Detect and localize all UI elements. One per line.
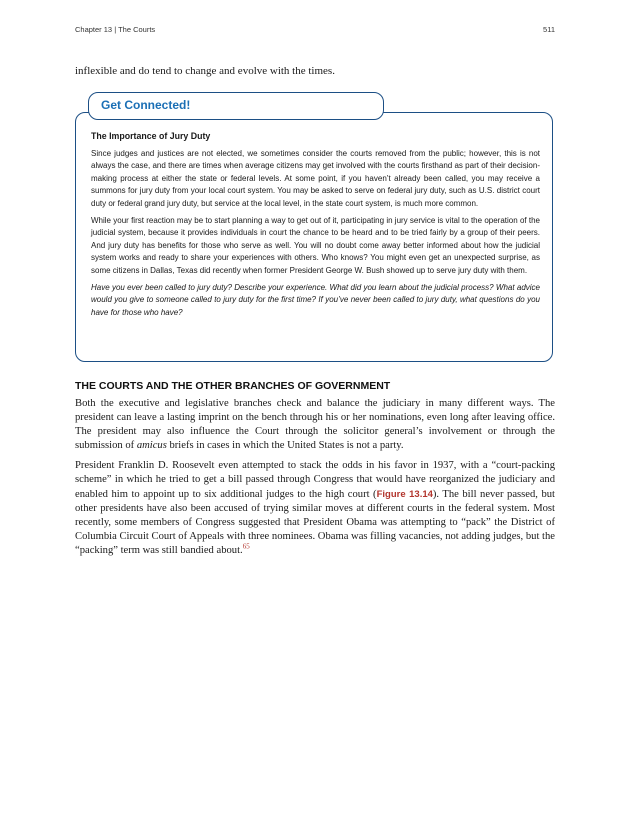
- figure-reference-link[interactable]: Figure 13.14: [376, 488, 433, 500]
- running-header-chapter: Chapter 13 | The Courts: [75, 25, 156, 34]
- amicus-term: amicus: [136, 440, 167, 452]
- section-body: [75, 397, 555, 564]
- feature-box-paragraph-1: Since judges and justices are not elected, we sometimes consider the courts removed from the public; however, this is not always the case, and there are times when average citizens may get involved with the courts firsthand as part of their decision-making process at either the state or federal levels. At some point, if you haven’t already been called, you may receive a summons for jury duty from your local court system. You may be asked to serve on federal jury duty, such as U.S. district court duty or federal grand jury duty, but service at the local level, in the state court system, is much more common.: [91, 148, 540, 208]
- paragraph-1-text-end: briefs in cases in which the United States is not a party.: [166, 440, 404, 452]
- feature-box-questions: Have you ever been called to jury duty? Describe your experience. What did you learn about the judicial process? What advice would you give to someone called to jury duty for the first time? If you’ve never been called to jury duty, what questions do you have for those who have?: [91, 282, 540, 317]
- section-paragraph-2: [75, 459, 555, 558]
- section-heading: THE COURTS AND THE OTHER BRANCHES OF GOVERNMENT: [75, 380, 391, 392]
- feature-box-tab: [88, 92, 384, 120]
- intro-line: inflexible and do tend to change and evolve with the times.: [75, 65, 335, 77]
- feature-box-paragraph-2: While your first reaction may be to start planning a way to get out of it, participating in jury service is vital to the operation of the judicial system, because it provides individuals in court the chance to be heard and to be tried fairly by a group of their peers. And jury duty has benefits for those who serve as well. You will no doubt come away better informed about how the judicial system works and ready to share your experiences with others. Who knows? You might even get an unexpected surprise, as some citizens in Dallas, Texas did recently when former President George W. Bush showed up to serve jury duty with them.: [91, 215, 540, 275]
- section-paragraph-1: [75, 397, 555, 453]
- paragraph-2-text-end: ). The bill never passed, but other presidents have also been accused of trying similar moves at different courts in the federal system. Most recently, some members of Congress suggested that President Obama was attempting to “pack” the District of Columbia Circuit Court of Appeals with three nominees. Obama was filling vacancies, not adding judges, but the “packing” term was still bandied about.: [75, 488, 555, 556]
- feature-box-title: Get Connected!: [101, 98, 191, 112]
- feature-box-heading: The Importance of Jury Duty: [91, 131, 211, 141]
- paragraph-2-text: President Franklin D. Roosevelt even attempted to stack the odds in his favor in 1937, with a “court-packing scheme” in which he tried to get a bill passed through Congress that would have reorganized the judiciary and enabled him to appoint up to six additional judges to the high court (: [75, 460, 555, 500]
- feature-box-body: [91, 130, 540, 323]
- page-number: 511: [543, 25, 555, 34]
- paragraph-1-text: Both the executive and legislative branches check and balance the judiciary in many different ways. The president can leave a lasting imprint on the bench through his or her nominations, even long after leaving office. The president may also influence the Court through the solicitor general’s involvement or through the submission of: [75, 398, 555, 452]
- footnote-marker[interactable]: 65: [242, 542, 250, 551]
